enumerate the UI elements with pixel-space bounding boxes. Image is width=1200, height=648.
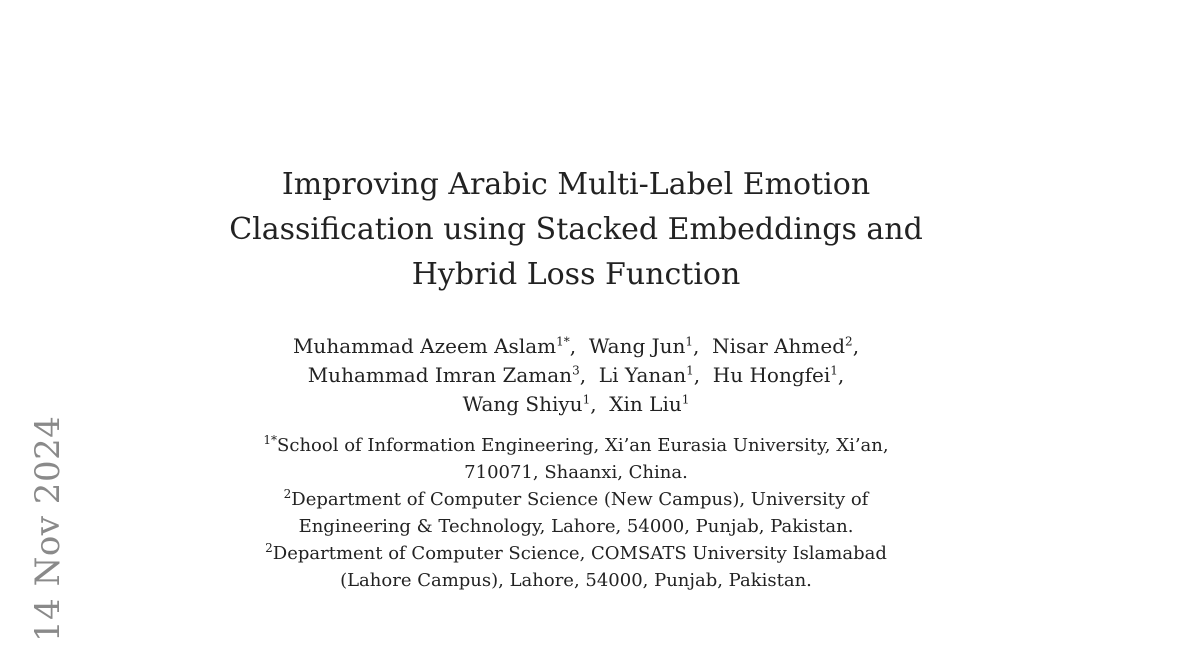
author-mark: 1: [582, 392, 591, 407]
affiliation-2-line-2: Engineering & Technology, Lahore, 54000, Punjab, Pakistan.: [298, 516, 854, 537]
paper-title: [200, 162, 952, 297]
author-name: Nisar Ahmed: [712, 334, 846, 358]
affiliation-3-line-1: [200, 540, 952, 567]
affiliation-list: [200, 432, 952, 594]
affiliation-mark: 2: [283, 487, 292, 501]
affiliation-3-line-2: (Lahore Campus), Lahore, 54000, Punjab, Pakistan.: [340, 570, 812, 591]
author-mark: 1: [681, 392, 690, 407]
author-line-1: Muhammad Azeem Aslam$^{1*}$, Wang Jun$^1$, Nisar Ahmed$^2$,: [292, 334, 860, 358]
affiliation-mark: 2: [265, 541, 273, 555]
author-mark: 2: [845, 334, 853, 349]
author-mark: 3: [572, 363, 580, 378]
arxiv-side-stamp: [28, 358, 68, 648]
author-line-3: Wang Shiyu$^1$, Xin Liu$^1$: [462, 392, 690, 416]
affiliation-text: School of Information Engineering, Xi’an Eurasia University, Xi’an,: [277, 435, 889, 456]
title-line-3: Hybrid Loss Function: [411, 257, 741, 292]
author-line-2: Muhammad Imran Zaman$^3$, Li Yanan$^1$, Hu Hongfei$^1$,: [307, 363, 845, 387]
affiliation-1-line-1: [200, 432, 952, 459]
affiliation-1-line-2: 710071, Shaanxi, China.: [464, 462, 688, 483]
affiliation-text: Department of Computer Science, COMSATS University Islamabad: [272, 543, 887, 564]
affiliation-text: Department of Computer Science (New Campus), University of: [291, 489, 869, 510]
author-mark: 1: [830, 363, 838, 378]
author-name: Li Yanan: [598, 363, 687, 387]
author-name: Wang Shiyu: [462, 392, 583, 416]
affiliation-mark: 1*: [263, 433, 278, 447]
author-mark: 1*: [556, 334, 570, 349]
arxiv-date: 14 Nov 2024: [28, 415, 68, 642]
author-name: Hu Hongfei: [712, 363, 831, 387]
author-name: Muhammad Azeem Aslam: [292, 334, 557, 358]
title-line-2: Classification using Stacked Embeddings and: [229, 212, 923, 247]
author-mark: 1: [686, 363, 694, 378]
author-mark: 1: [685, 334, 694, 349]
author-name: Muhammad Imran Zaman: [307, 363, 573, 387]
author-name: Xin Liu: [609, 392, 682, 416]
author-name: Wang Jun: [588, 334, 686, 358]
author-list: [200, 332, 952, 419]
title-line-1: Improving Arabic Multi-Label Emotion: [281, 167, 871, 202]
affiliation-2-line-1: [200, 486, 952, 513]
